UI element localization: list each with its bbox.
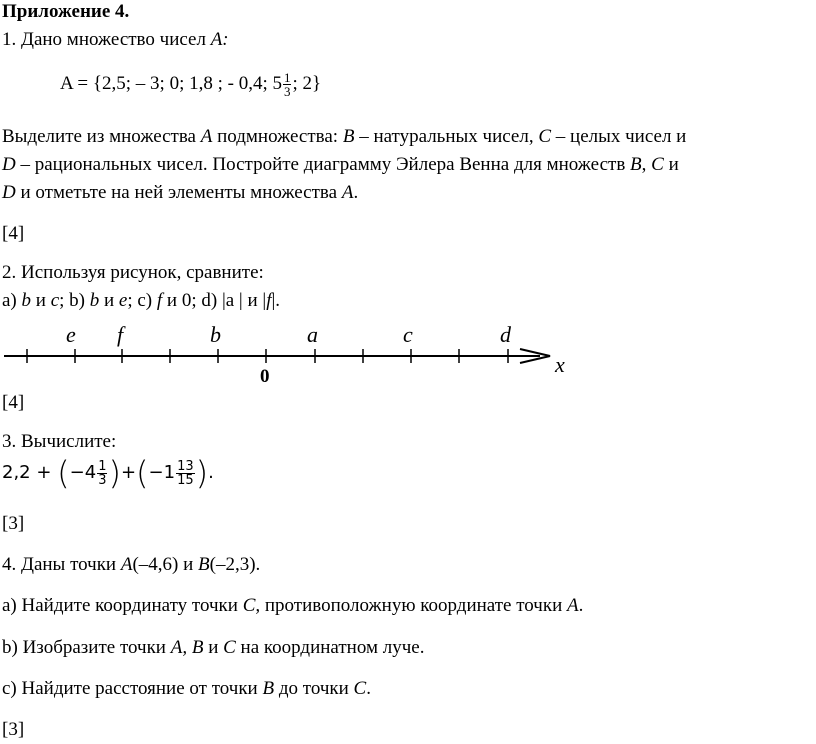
task4-question-a: а) Найдите координату точки C, противоположную координате точки A. — [2, 595, 584, 616]
task1-line-1: Выделите из множества A подмножества: B – натуральных чисел, C – целых чисел и — [2, 126, 687, 147]
axis-x-label: x — [555, 352, 565, 377]
fraction-2: $\frac{13}{15}$ — [177, 458, 194, 488]
fraction: $\frac{1}{3}$ — [283, 70, 291, 99]
task1-line-3: D и отметьте на ней элементы множества A. — [2, 182, 359, 203]
task2-questions: а) b и c; b) b и e; c) f и 0; d) |a | и |f|. — [2, 290, 281, 311]
task3-intro: 3. Вычислите: — [2, 431, 117, 452]
task1-score: [4] — [2, 223, 25, 244]
task4-intro: 4. Даны точки A(–4,6) и B(–2,3). — [2, 554, 261, 575]
page-title: Приложение 4. — [2, 1, 130, 22]
task4-score: [3] — [2, 719, 25, 740]
point-label-a: a — [307, 322, 318, 347]
task2-score: [4] — [2, 392, 25, 413]
task1-line-2: D – рациональных чисел. Постройте диаграмму Эйлера Венна для множеств B, C и — [2, 154, 679, 175]
task2-intro: 2. Используя рисунок, сравните: — [2, 262, 264, 283]
point-label-b: b — [210, 322, 221, 347]
set-definition: A = {2,5; – 3; 0; 1,8 ; - 0,4; 5 $\frac{1}{3}$ ; 2} — [60, 70, 322, 99]
point-label-d: d — [500, 322, 511, 347]
task4-question-c: c) Найдите расстояние от точки B до точки C. — [2, 678, 371, 699]
point-label-c: c — [403, 322, 413, 347]
zero-label: 0 — [260, 366, 270, 387]
task4-question-b: b) Изобразите точки A, B и C на координатном луче. — [2, 637, 425, 658]
task3-score: [3] — [2, 513, 25, 534]
point-label-f: f — [117, 322, 124, 347]
number-line — [0, 318, 816, 388]
point-label-e: e — [66, 322, 76, 347]
task1-intro: 1. Дано множество чисел A: — [2, 29, 229, 50]
fraction-1: $\frac{1}{3}$ — [98, 458, 107, 488]
task3-expression: 2,2 + (−4 $\frac{1}{3}$ )+(−1 $\frac{13}{15}$ ). — [2, 454, 214, 492]
